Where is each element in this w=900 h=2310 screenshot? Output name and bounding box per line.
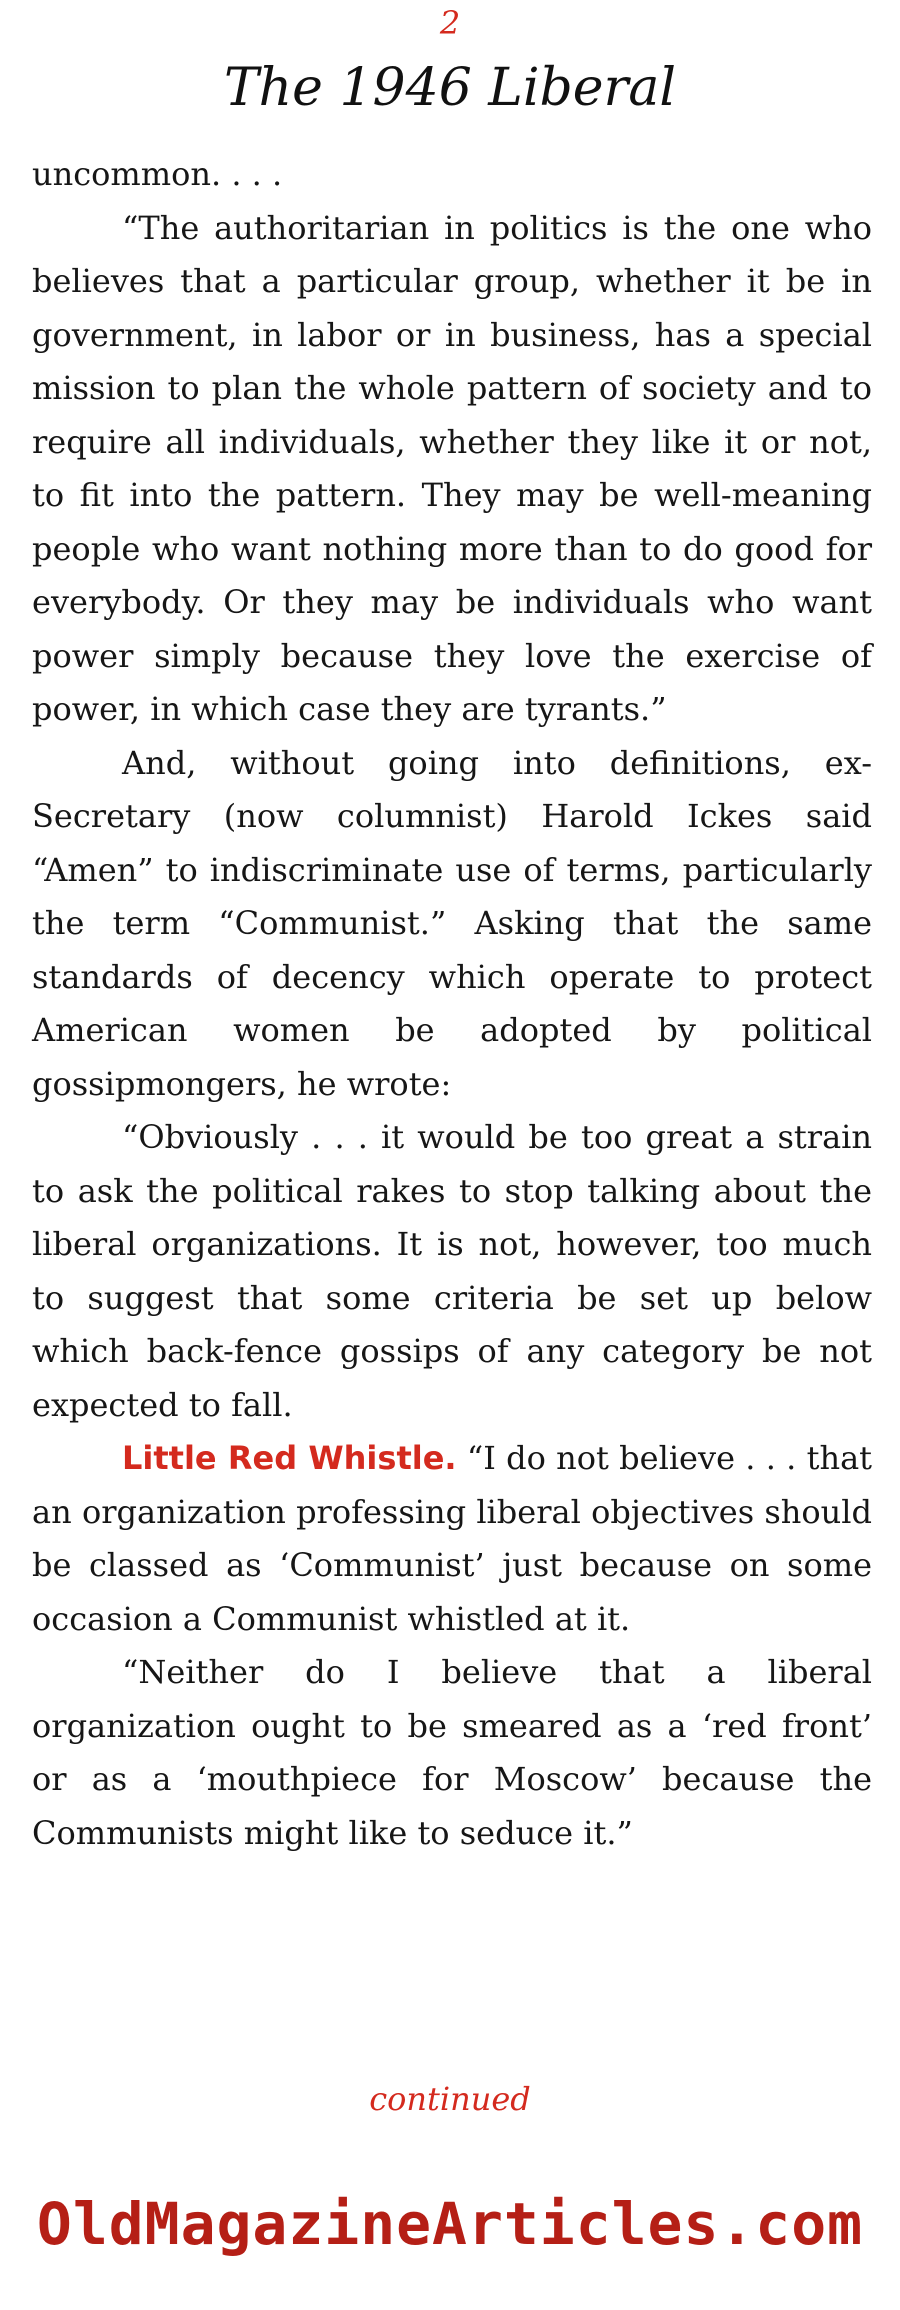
paragraph: And, without going into definitions, ex-Secretary (now columnist) Harold Ickes said “Amen” to indiscriminate use of terms, particularly the term “Communist.” Asking that the same standards of decency which operate to protect American women be adopted by political gossipmongers, he wrote:	[32, 743, 872, 1103]
paragraph: “Obviously . . . it would be too great a strain to ask the political rakes to stop talking about the liberal organizations. It is not, however, too much to suggest that some criteria be set up below which back-fence gossips of any category be not expected to fall.	[32, 1118, 872, 1424]
paragraph: “The authoritarian in politics is the one who believes that a particular group, whether it be in government, in labor or in business, has a special mission to plan the whole pattern of society and to require all individuals, whether they like it or not, to fit into the pattern. They may be well-meaning people who want nothing more than to do good for everybody. Or they may be individuals who want power simply because they love the exercise of power, in which case they are tyrants.”	[32, 208, 872, 728]
article-body	[32, 148, 872, 1860]
paragraph-text: “I do not believe . . . that an organization professing liberal objectives should be classed as ‘Communist’ just because on some occasion a Communist whistled at it.	[32, 1439, 873, 1638]
page-number: 2	[439, 4, 461, 42]
article-title: The 1946 Liberal	[223, 58, 677, 118]
site-watermark: OldMagazineArticles.com	[36, 2190, 864, 2258]
subhead: Little Red Whistle.	[122, 1439, 457, 1477]
continued-label: continued	[369, 2080, 531, 2118]
paragraph-with-subhead	[32, 1432, 872, 1646]
paragraph: “Neither do I believe that a liberal organization ought to be smeared as a ‘red front’ or as a ‘mouthpiece for Moscow’ because the Communists might like to seduce it.”	[32, 1653, 872, 1852]
paragraph: uncommon. . . .	[32, 155, 283, 193]
